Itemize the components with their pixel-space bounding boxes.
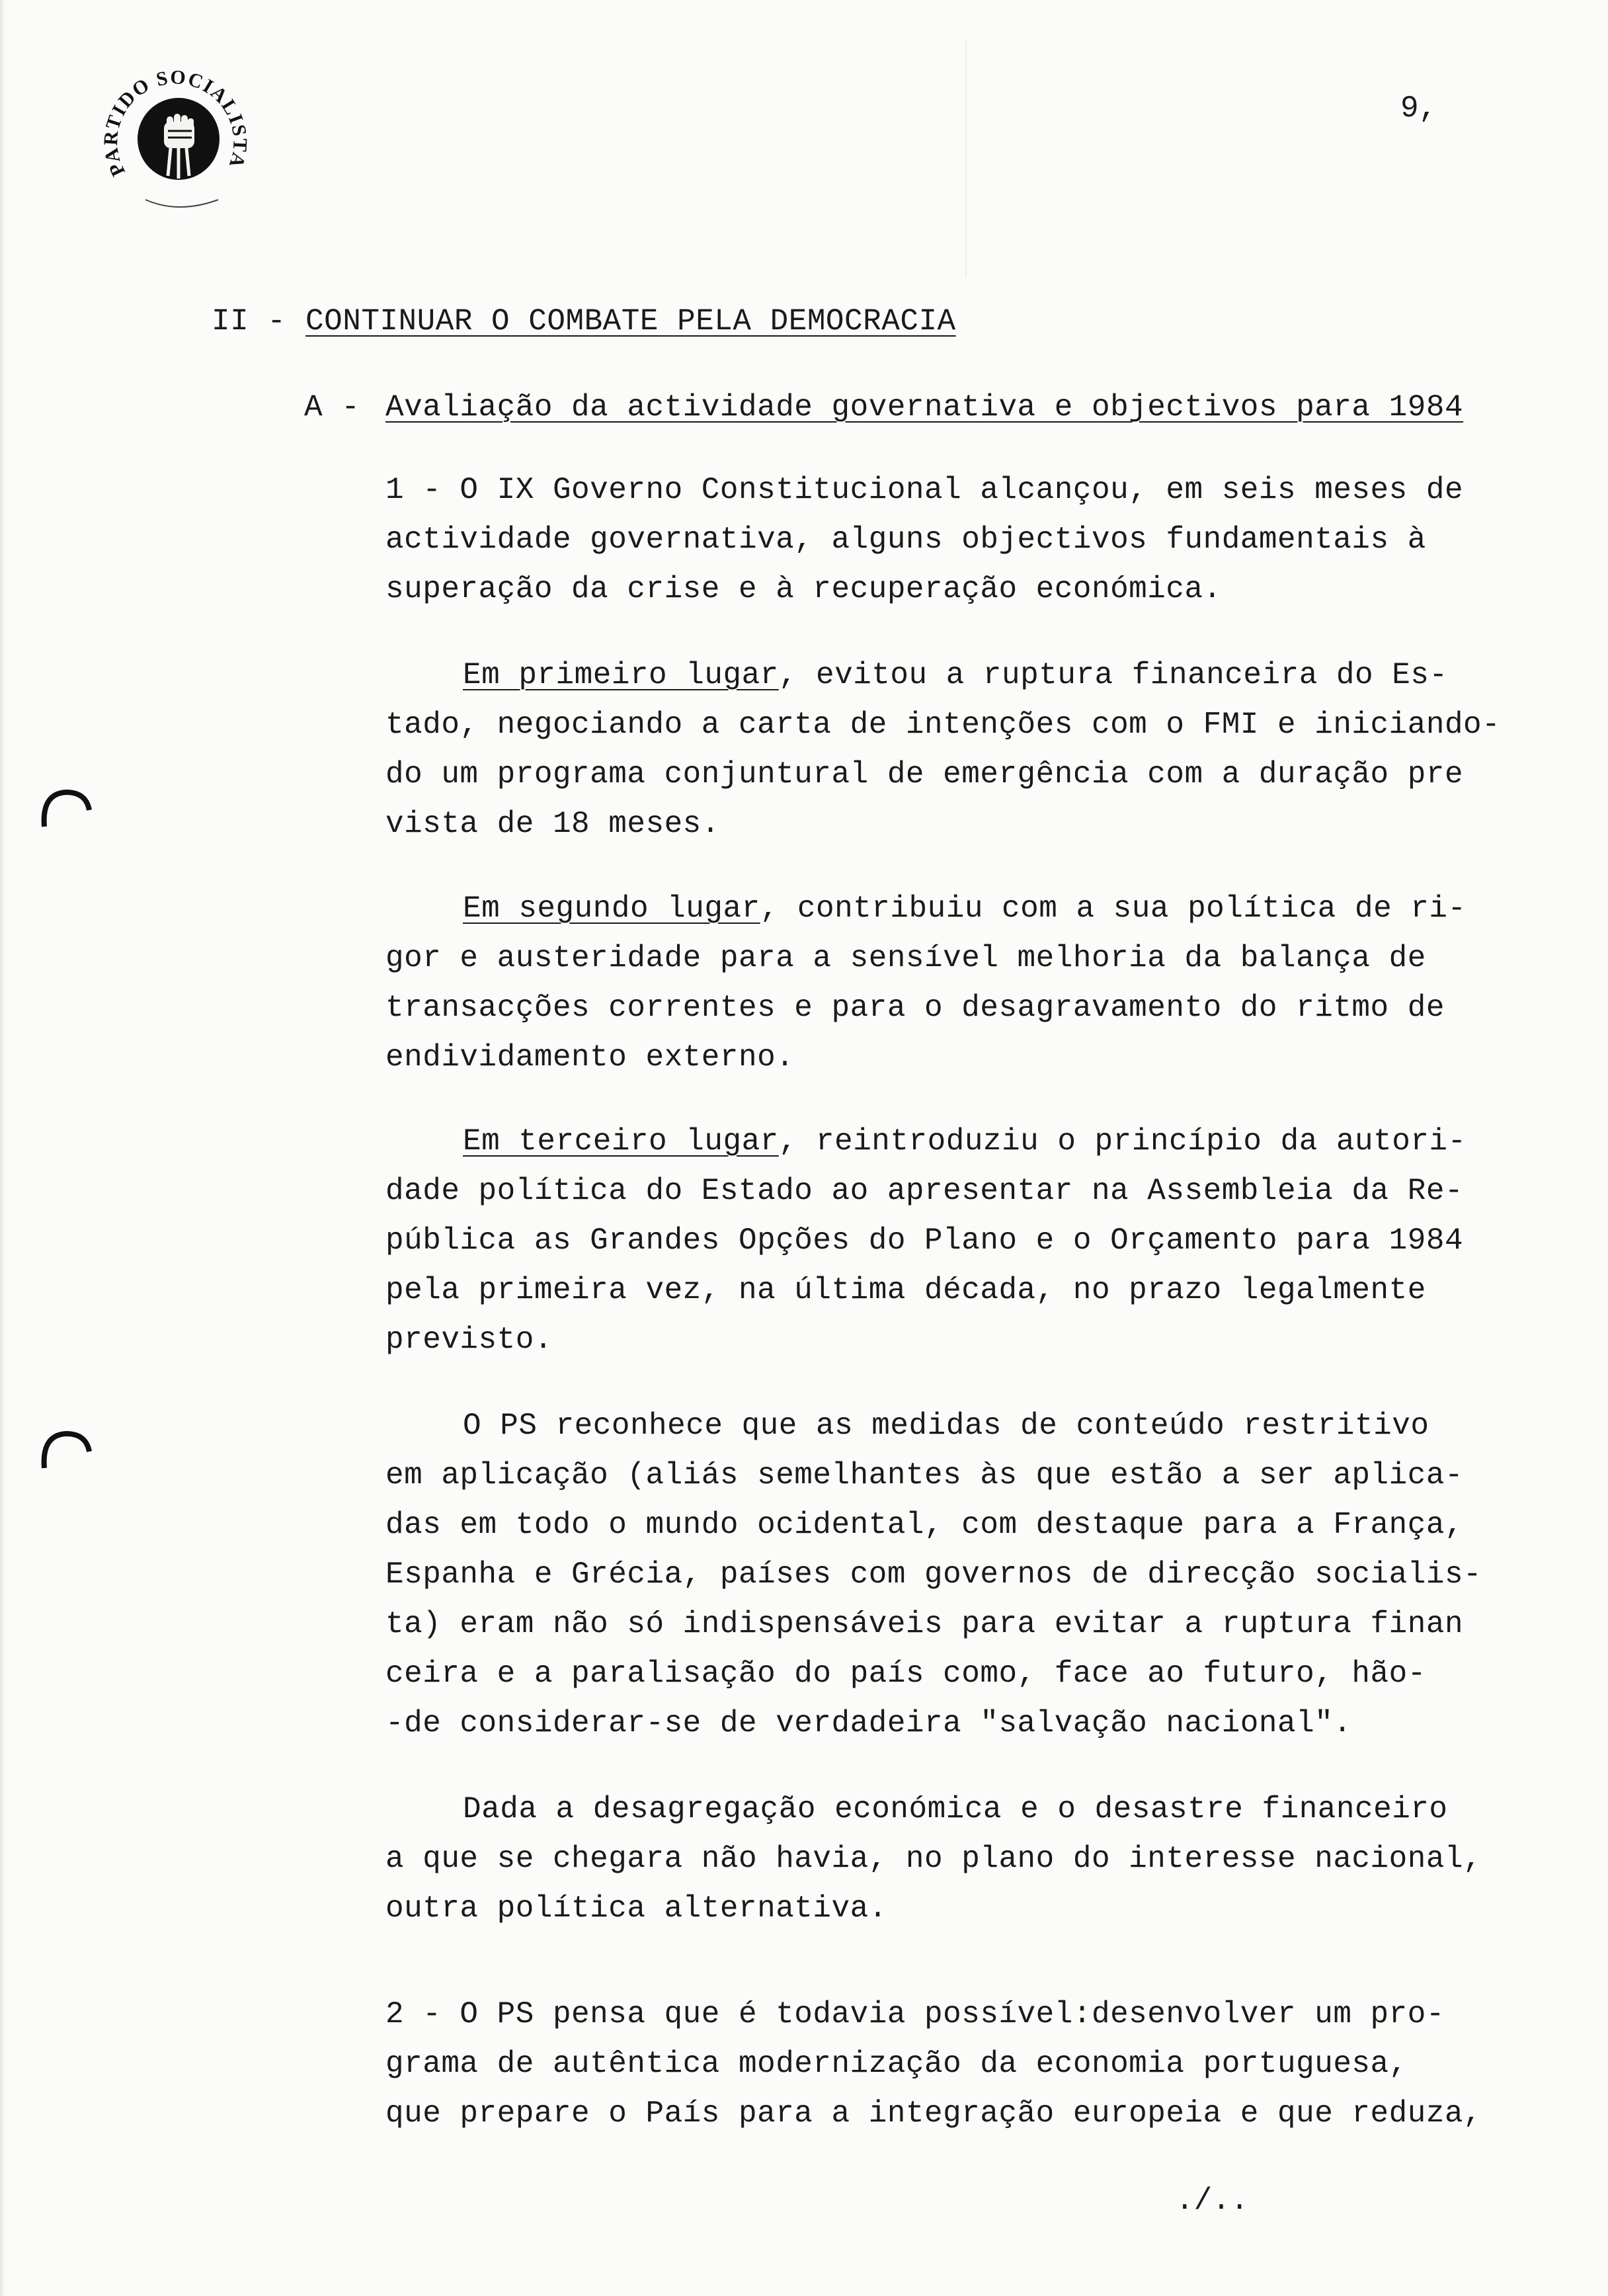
page-number: 9, bbox=[1400, 91, 1437, 126]
p1-line-3: superação da crise e à recuperação económica. bbox=[385, 572, 1222, 606]
binder-hole-icon bbox=[36, 1422, 96, 1481]
p2-line-2: tado, negociando a carta de intenções com o FMI e iniciando- bbox=[385, 708, 1501, 742]
p3-lead: Em segundo lugar bbox=[463, 891, 760, 926]
section-heading: CONTINUAR O COMBATE PELA DEMOCRACIA bbox=[305, 304, 956, 339]
p5-line-4: Espanha e Grécia, países com governos de direcção socialis- bbox=[385, 1557, 1482, 1592]
partido-socialista-logo bbox=[99, 53, 264, 225]
p7-line-2: grama de autêntica modernização da economia portuguesa, bbox=[385, 2047, 1408, 2081]
p5-line-7: -de considerar-se de verdadeira "salvação nacional". bbox=[385, 1706, 1352, 1741]
svg-text:PARTIDO SOCIALISTA: PARTIDO SOCIALISTA bbox=[99, 66, 251, 180]
p2-lead: Em primeiro lugar bbox=[463, 658, 779, 692]
p3-line-2: gor e austeridade para a sensível melhoria da balança de bbox=[385, 941, 1426, 975]
page-continuation-mark: ./.. bbox=[1176, 2184, 1249, 2218]
p3-line-1 bbox=[463, 891, 1467, 926]
p5-line-2: em aplicação (aliás semelhantes às que estão a ser aplica- bbox=[385, 1458, 1464, 1493]
p6-line-1: Dada a desagregação económica e o desastre financeiro bbox=[463, 1792, 1448, 1826]
p3-line-1-text: , contribuiu com a sua política de ri- bbox=[760, 891, 1467, 926]
p6-line-3: outra política alternativa. bbox=[385, 1891, 887, 1926]
p5-line-6: ceira e a paralisação do país como, face ao futuro, hão- bbox=[385, 1657, 1426, 1691]
p2-line-4: vista de 18 meses. bbox=[385, 807, 720, 841]
p4-line-1 bbox=[463, 1124, 1467, 1159]
binder-hole-icon bbox=[36, 780, 96, 840]
p2-line-3: do um programa conjuntural de emergência com a duração pre bbox=[385, 757, 1464, 792]
p6-line-2: a que se chegara não havia, no plano do interesse nacional, bbox=[385, 1842, 1482, 1876]
p2-line-1 bbox=[463, 658, 1448, 692]
p2-line-1-text: , evitou a ruptura financeira do Es- bbox=[778, 658, 1448, 692]
p4-line-3: pública as Grandes Opções do Plano e o Orçamento para 1984 bbox=[385, 1223, 1464, 1258]
scan-fold-line bbox=[965, 40, 967, 278]
p7-line-3: que prepare o País para a integração europeia e que reduza, bbox=[385, 2096, 1482, 2131]
p3-line-4: endividamento externo. bbox=[385, 1040, 795, 1075]
scan-edge bbox=[0, 0, 5, 2296]
subsection-prefix: A - bbox=[304, 390, 360, 425]
p3-line-3: transacções correntes e para o desagravamento do ritmo de bbox=[385, 991, 1445, 1025]
p4-line-5: previsto. bbox=[385, 1323, 553, 1357]
section-heading-prefix: II - bbox=[212, 304, 286, 339]
p4-line-4: pela primeira vez, na última década, no prazo legalmente bbox=[385, 1273, 1426, 1307]
p5-line-3: das em todo o mundo ocidental, com destaque para a França, bbox=[385, 1508, 1464, 1542]
p7-line-1: 2 - O PS pensa que é todavia possível:desenvolver um pro- bbox=[385, 1997, 1445, 2031]
p1-line-2: actividade governativa, alguns objectivos fundamentais à bbox=[385, 522, 1426, 557]
p4-lead: Em terceiro lugar bbox=[463, 1124, 779, 1159]
p1-line-1: 1 - O IX Governo Constitucional alcançou, em seis meses de bbox=[385, 473, 1464, 507]
p4-line-1-text: , reintroduziu o princípio da autori- bbox=[778, 1124, 1467, 1159]
p5-line-5: ta) eram não só indispensáveis para evitar a ruptura finan bbox=[385, 1607, 1464, 1641]
subsection-title: Avaliação da actividade governativa e objectivos para 1984 bbox=[385, 390, 1464, 425]
fist-rose-emblem-icon bbox=[99, 53, 264, 225]
p5-line-1: O PS reconhece que as medidas de conteúdo restritivo bbox=[463, 1409, 1429, 1443]
p4-line-2: dade política do Estado ao apresentar na Assembleia da Re- bbox=[385, 1174, 1464, 1208]
